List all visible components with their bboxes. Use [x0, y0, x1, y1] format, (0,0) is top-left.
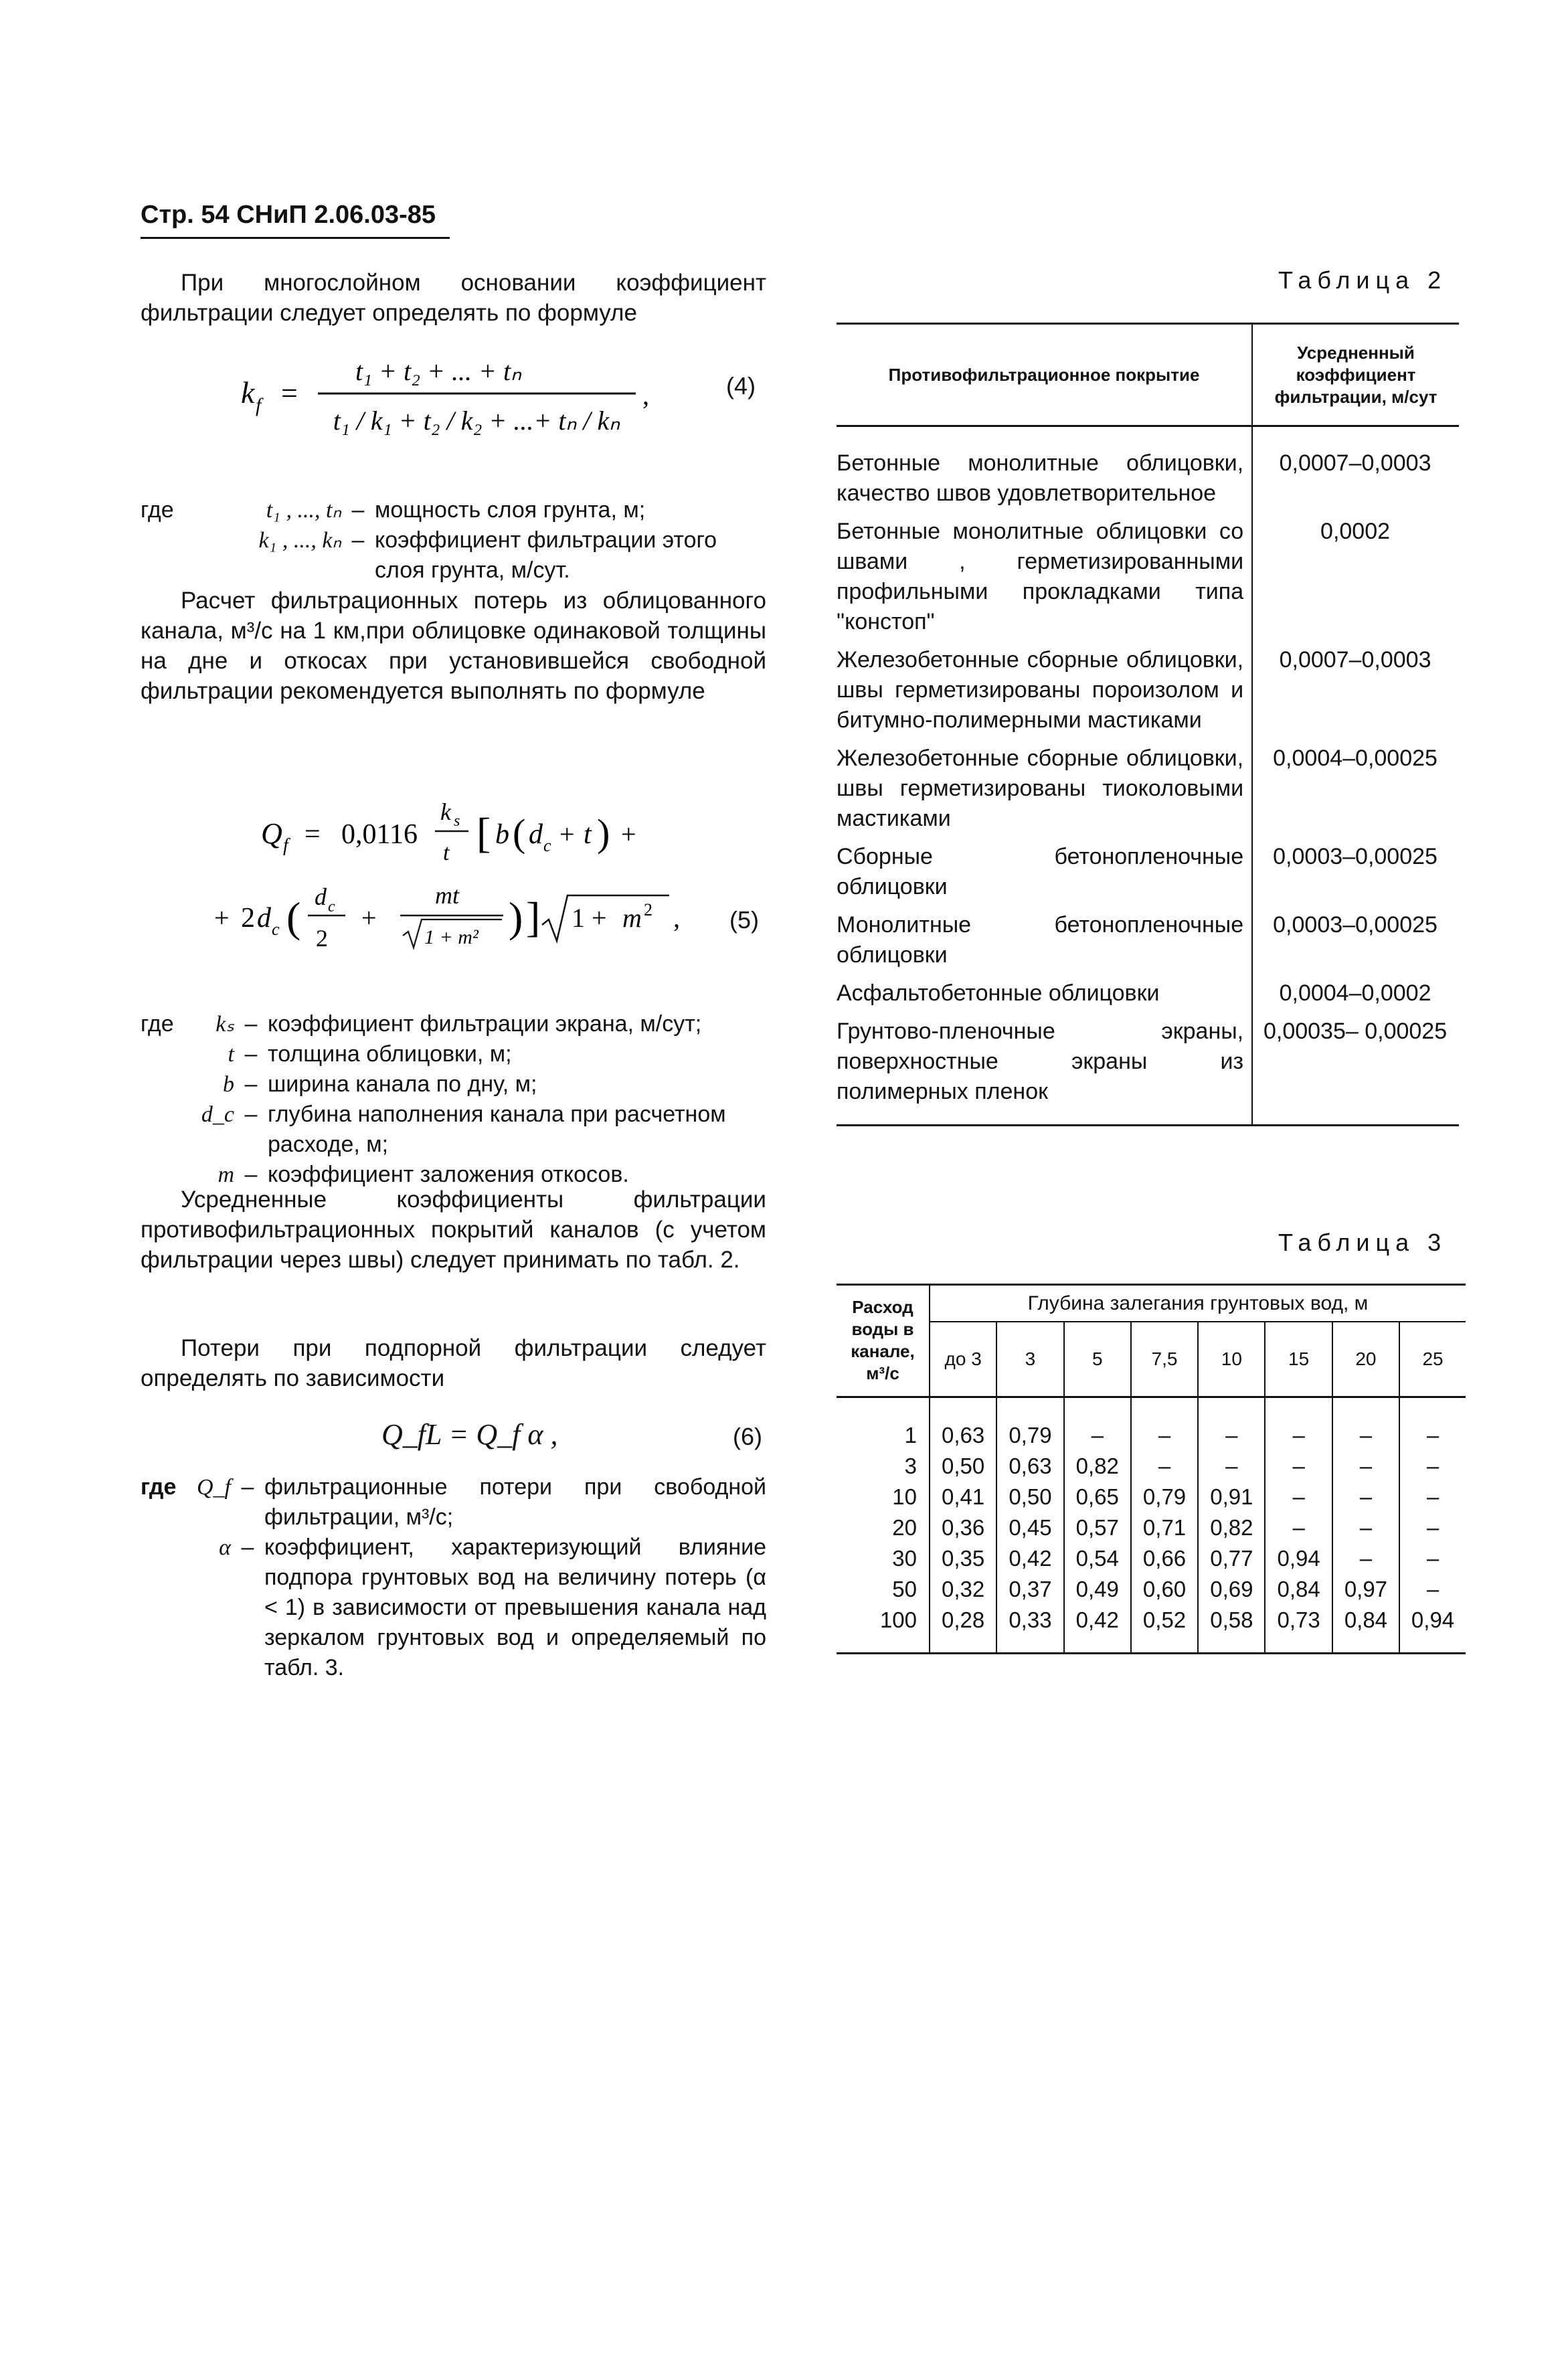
table-cell-value: 0,94 [1265, 1543, 1332, 1574]
table-cell-value: 0,54 [1064, 1543, 1131, 1574]
svg-text:(: ( [286, 893, 301, 941]
table-cell-value: – [1426, 1422, 1440, 1448]
formula-4-numerator: t₁ + t₂ + ... + tₙ [355, 356, 522, 386]
svg-text:m: m [622, 903, 642, 933]
table-row [837, 1397, 1466, 1451]
definition-text: коэффициент фильтрации этого слоя грунта, м/сут. [375, 527, 717, 583]
formula-5-graphic [214, 783, 763, 964]
table-cell-value: 0,58 [1198, 1605, 1265, 1654]
definition-lead: где [141, 497, 174, 523]
paragraph-averaged [141, 1185, 766, 1275]
table-2-header-coating: Противофильтрационное покрытие [837, 324, 1252, 426]
equation-number-4: (4) [726, 372, 756, 400]
svg-text:1 +: 1 + [572, 903, 607, 933]
table-3-grid [837, 1284, 1466, 1654]
definition-symbol: d_c [201, 1102, 234, 1127]
svg-text:,: , [673, 903, 680, 933]
table-2-header-coefficient: Усредненный коэффициент фильтрации, м/сут [1274, 342, 1438, 407]
formula-6: Q_fL = Q_f α , [381, 1418, 558, 1451]
table-2 [837, 323, 1459, 1126]
definition-symbol: k₁ , ..., kₙ [258, 528, 341, 553]
formula-4-graphic [241, 348, 763, 448]
definition-row: где Q_f – фильтрационные потери при свободной фильтрации, м³/с; [141, 1472, 766, 1533]
definition-lead: где [141, 1011, 174, 1037]
table-cell-value: – [1265, 1482, 1332, 1512]
table-3-depth-header: 3 [996, 1322, 1063, 1397]
table-cell-discharge: 100 [837, 1605, 930, 1654]
paragraph-text: Потери при подпорной фильтрации следует определять по зависимости [141, 1335, 766, 1391]
table-cell-value: – [1265, 1512, 1332, 1543]
svg-text:+: + [214, 903, 230, 933]
table-cell-value: 0,77 [1198, 1543, 1265, 1574]
table-cell-coefficient: 0,0004–0,00025 [1273, 746, 1438, 771]
definition-lead [141, 525, 181, 586]
table-cell-value: – [1332, 1512, 1399, 1543]
table-row [837, 1451, 1466, 1482]
table-cell-coating: Железобетонные сборные облицовки, швы герметизированы пороизолом и битумно-полимерными мастиками [837, 641, 1252, 739]
definition-row: d_c – глубина наполнения канала при расчетном расходе, м; [141, 1100, 766, 1160]
table-cell-value: 0,52 [1131, 1605, 1198, 1654]
table-cell-coefficient: 0,00035– 0,00025 [1263, 1019, 1448, 1044]
table-cell-value: 0,82 [1198, 1512, 1265, 1543]
table-cell-value: 0,91 [1198, 1482, 1265, 1512]
table-cell-coating: Монолитные бетонопленочные облицовки [837, 906, 1252, 974]
table-cell-value: 0,84 [1332, 1605, 1399, 1654]
paragraph-text: Расчет фильтрационных потерь из облицованного канала, м³/с на 1 км,при облицовке одинаковой толщины на дне и откосах при установившейся свободной фильтрации рекомендуется выполнять по формуле [141, 588, 766, 704]
table-cell-value: 0,45 [996, 1512, 1063, 1543]
table-cell-coefficient: 0,0003–0,00025 [1273, 844, 1438, 869]
table-2-caption: Таблица 2 [1278, 266, 1448, 294]
table-cell-coefficient: 0,0004–0,0002 [1279, 980, 1431, 1006]
table-cell-value: – [1332, 1397, 1399, 1451]
svg-text:t: t [584, 819, 592, 850]
table-2-grid [837, 323, 1459, 1126]
formula-4-lhs-sub: f [256, 394, 262, 416]
table-cell-value: – [1265, 1451, 1332, 1482]
table-row [837, 641, 1459, 739]
table-cell-value: 0,79 [996, 1397, 1063, 1451]
table-cell-value: 0,73 [1265, 1605, 1332, 1654]
table-cell-value: – [1131, 1451, 1198, 1482]
svg-text:+: + [621, 819, 636, 849]
table-row [837, 1512, 1466, 1543]
svg-text:(: ( [513, 811, 526, 855]
table-row [837, 1013, 1459, 1126]
definition-symbol: kₛ [215, 1012, 234, 1037]
svg-text:2: 2 [316, 925, 328, 952]
table-cell-value: – [1426, 1545, 1440, 1571]
svg-text:1 + m²: 1 + m² [424, 926, 478, 948]
table-cell-value: 0,84 [1265, 1574, 1332, 1605]
table-3-header-depth: Глубина залегания грунтовых вод, м [930, 1285, 1466, 1322]
table-row [837, 1482, 1466, 1512]
table-cell-value: 0,42 [996, 1543, 1063, 1574]
paragraph-calculation [141, 586, 766, 706]
svg-text:2: 2 [644, 900, 652, 920]
page-header: Стр. 54 СНиП 2.06.03-85 [141, 201, 436, 229]
definition-row: t – толщина облицовки, м; [141, 1039, 766, 1069]
table-cell-coating: Асфальтобетонные облицовки [837, 974, 1252, 1013]
table-cell-discharge: 20 [837, 1512, 930, 1543]
table-cell-coating: Железобетонные сборные облицовки, швы герметизированы тиоколовыми мастиками [837, 739, 1252, 838]
table-cell-value: – [1064, 1397, 1131, 1451]
definition-text: глубина наполнения канала при расчетном расходе, м; [268, 1102, 726, 1157]
definition-symbol: m [217, 1162, 234, 1187]
formula-4-denominator: t₁ / k₁ + t₂ / k₂ + ...+ tₙ / kₙ [333, 406, 620, 436]
svg-text:+: + [361, 903, 377, 933]
table-cell-discharge: 50 [837, 1574, 930, 1605]
definition-row: b – ширина канала по дну, м; [141, 1069, 766, 1100]
svg-text:mt: mt [435, 882, 459, 909]
definition-text: мощность слоя грунта, м; [375, 497, 646, 523]
formula-4-lhs: k [241, 375, 255, 410]
svg-text:d: d [257, 903, 271, 934]
definition-symbol: Q_f [197, 1475, 231, 1500]
definitions-4 [141, 495, 766, 586]
table-cell-value: 0,66 [1131, 1543, 1198, 1574]
table-cell-discharge: 3 [837, 1451, 930, 1482]
svg-text:=: = [304, 819, 321, 850]
svg-text:Q: Q [261, 817, 282, 850]
table-cell-value: 0,82 [1064, 1451, 1131, 1482]
table-cell-value: 0,41 [930, 1482, 996, 1512]
table-3-depth-header: 25 [1422, 1348, 1444, 1370]
table-cell-value: 0,94 [1411, 1607, 1455, 1632]
table-cell-value: – [1265, 1397, 1332, 1451]
definition-text: коэффициент заложения откосов. [268, 1162, 629, 1187]
table-row [837, 1574, 1466, 1605]
table-row [837, 426, 1459, 513]
table-cell-value: 0,63 [996, 1451, 1063, 1482]
table-3-depth-header: 10 [1198, 1322, 1265, 1397]
definition-lead [141, 1100, 181, 1160]
table-cell-coefficient: 0,0003–0,00025 [1273, 912, 1438, 938]
definition-row: где kₛ – коэффициент фильтрации экрана, м/сут; [141, 1009, 766, 1039]
table-3 [837, 1284, 1466, 1654]
table-cell-value: – [1426, 1453, 1440, 1478]
paragraph-multilayer [141, 268, 766, 328]
definition-symbol: t [228, 1042, 234, 1067]
svg-text:t: t [443, 841, 450, 865]
table-3-caption: Таблица 3 [1278, 1229, 1448, 1256]
paragraph-text: При многослойном основании коэффициент фильтрации следует определять по формуле [141, 270, 766, 326]
table-3-depth-row [837, 1322, 1466, 1397]
svg-text:[: [ [476, 809, 491, 857]
paragraph-text: Усредненные коэффициенты фильтрации противофильтрационных покрытий каналов (с учетом фильтрации через швы) следует принимать по табл. 2. [141, 1187, 766, 1273]
definition-text: коэффициент фильтрации экрана, м/сут; [268, 1011, 702, 1037]
svg-text:]: ] [526, 893, 541, 941]
definition-text: фильтрационные потери при свободной фильтрации, м³/с; [264, 1474, 766, 1530]
table-cell-value: 0,69 [1198, 1574, 1265, 1605]
table-cell-discharge: 1 [837, 1397, 930, 1451]
table-cell-value: 0,49 [1064, 1574, 1131, 1605]
table-cell-coating: Сборные бетонопленочные облицовки [837, 838, 1252, 906]
table-row [837, 906, 1459, 974]
table-cell-value: – [1198, 1397, 1265, 1451]
definition-lead [141, 1039, 181, 1069]
svg-text:+: + [559, 819, 575, 849]
table-row [837, 739, 1459, 838]
svg-text:c: c [328, 898, 335, 915]
definition-symbol: α [219, 1535, 231, 1560]
table-cell-discharge: 30 [837, 1543, 930, 1574]
table-cell-value: – [1426, 1514, 1440, 1540]
table-cell-value: 0,50 [930, 1451, 996, 1482]
table-3-depth-header: 7,5 [1131, 1322, 1198, 1397]
table-3-depth-header: 20 [1332, 1322, 1399, 1397]
svg-text:=: = [281, 377, 298, 410]
table-cell-coefficient: 0,0002 [1320, 519, 1391, 544]
definition-text: толщина облицовки, м; [268, 1041, 512, 1067]
svg-text:c: c [543, 836, 551, 855]
table-3-depth-header: 5 [1064, 1322, 1131, 1397]
header-rule [141, 237, 450, 239]
svg-text:c: c [272, 920, 280, 939]
table-cell-value: – [1332, 1543, 1399, 1574]
table-3-depth-header: до 3 [930, 1322, 996, 1397]
definition-symbol: b [223, 1072, 234, 1097]
formula-5 [214, 783, 763, 964]
table-cell-value: 0,37 [996, 1574, 1063, 1605]
svg-text:b: b [495, 819, 509, 850]
table-cell-value: 0,63 [930, 1397, 996, 1451]
formula-4 [241, 348, 763, 448]
table-cell-value: 0,71 [1131, 1512, 1198, 1543]
table-cell-value: 0,32 [930, 1574, 996, 1605]
table-row [837, 1543, 1466, 1574]
definition-lead [141, 1533, 181, 1683]
table-row [837, 513, 1459, 641]
definition-lead [141, 1069, 181, 1100]
table-cell-value: 0,35 [930, 1543, 996, 1574]
definition-row: k₁ , ..., kₙ – коэффициент фильтрации этого слоя грунта, м/сут. [141, 525, 766, 586]
table-cell-value: – [1426, 1576, 1440, 1601]
paragraph-backwater [141, 1333, 766, 1393]
table-cell-value: 0,36 [930, 1512, 996, 1543]
definition-row: α – коэффициент, характеризующий влияние подпора грунтовых вод на величину потерь (α < 1) в зависимости от превышения канала над зеркалом грунтовых вод и определяемый по табл. 3. [141, 1533, 766, 1683]
definition-text: коэффициент, характеризующий влияние подпора грунтовых вод на величину потерь (α < 1) в зависимости от превышения канала над зеркалом грунтовых вод и определяемый по табл. 3. [264, 1535, 766, 1680]
table-row [837, 838, 1459, 906]
table-cell-coating: Бетонные монолитные облицовки со швами , герметизированными профильными прокладками типа "конcтоп" [837, 513, 1252, 641]
table-3-header-discharge: Расход воды в канале, м³/с [837, 1285, 930, 1397]
table-cell-coefficient: 0,0007–0,0003 [1279, 450, 1431, 476]
table-cell-value: 0,97 [1332, 1574, 1399, 1605]
definition-symbol: t₁ , ..., tₙ [266, 498, 341, 523]
table-cell-value: – [1426, 1484, 1440, 1509]
table-2-body [837, 426, 1459, 1126]
table-cell-value: – [1131, 1397, 1198, 1451]
svg-text:d: d [529, 819, 543, 850]
table-cell-value: 0,65 [1064, 1482, 1131, 1512]
definitions-5 [141, 1009, 766, 1190]
table-cell-coating: Бетонные монолитные облицовки, качество швов удовлетворительное [837, 426, 1252, 513]
table-row [837, 974, 1459, 1013]
definition-text: ширина канала по дну, м; [268, 1071, 537, 1097]
table-cell-value: 0,50 [996, 1482, 1063, 1512]
svg-text:s: s [454, 812, 460, 830]
table-cell-value: 0,60 [1131, 1574, 1198, 1605]
table-cell-value: 0,28 [930, 1605, 996, 1654]
svg-text:0,0116: 0,0116 [341, 819, 418, 850]
table-cell-value: 0,33 [996, 1605, 1063, 1654]
table-3-body [837, 1397, 1466, 1653]
table-cell-coating: Грунтово-пленочные экраны, поверхностные экраны из полимерных пленок [837, 1013, 1252, 1126]
equation-number-5: (5) [729, 906, 759, 934]
definition-row: m – коэффициент заложения откосов. [141, 1160, 766, 1190]
table-cell-coefficient: 0,0007–0,0003 [1279, 647, 1431, 673]
definition-lead: где [141, 1474, 177, 1500]
svg-text:): ) [509, 893, 523, 941]
table-cell-value: 0,57 [1064, 1512, 1131, 1543]
table-cell-value: – [1332, 1482, 1399, 1512]
svg-text:): ) [597, 811, 610, 855]
table-3-depth-header: 15 [1265, 1322, 1332, 1397]
definition-row: где t₁ , ..., tₙ – мощность слоя грунта, м; [141, 495, 766, 525]
svg-text:,: , [642, 380, 649, 410]
table-cell-value: 0,42 [1064, 1605, 1131, 1654]
table-cell-value: – [1332, 1451, 1399, 1482]
svg-text:2: 2 [241, 903, 255, 934]
svg-text:k: k [440, 798, 451, 825]
equation-number-6: (6) [733, 1423, 762, 1450]
table-row [837, 1605, 1466, 1654]
table-cell-value: 0,79 [1131, 1482, 1198, 1512]
svg-text:f: f [283, 835, 288, 856]
table-cell-value: – [1198, 1451, 1265, 1482]
svg-text:d: d [315, 883, 327, 910]
definitions-6 [141, 1472, 766, 1683]
table-cell-discharge: 10 [837, 1482, 930, 1512]
